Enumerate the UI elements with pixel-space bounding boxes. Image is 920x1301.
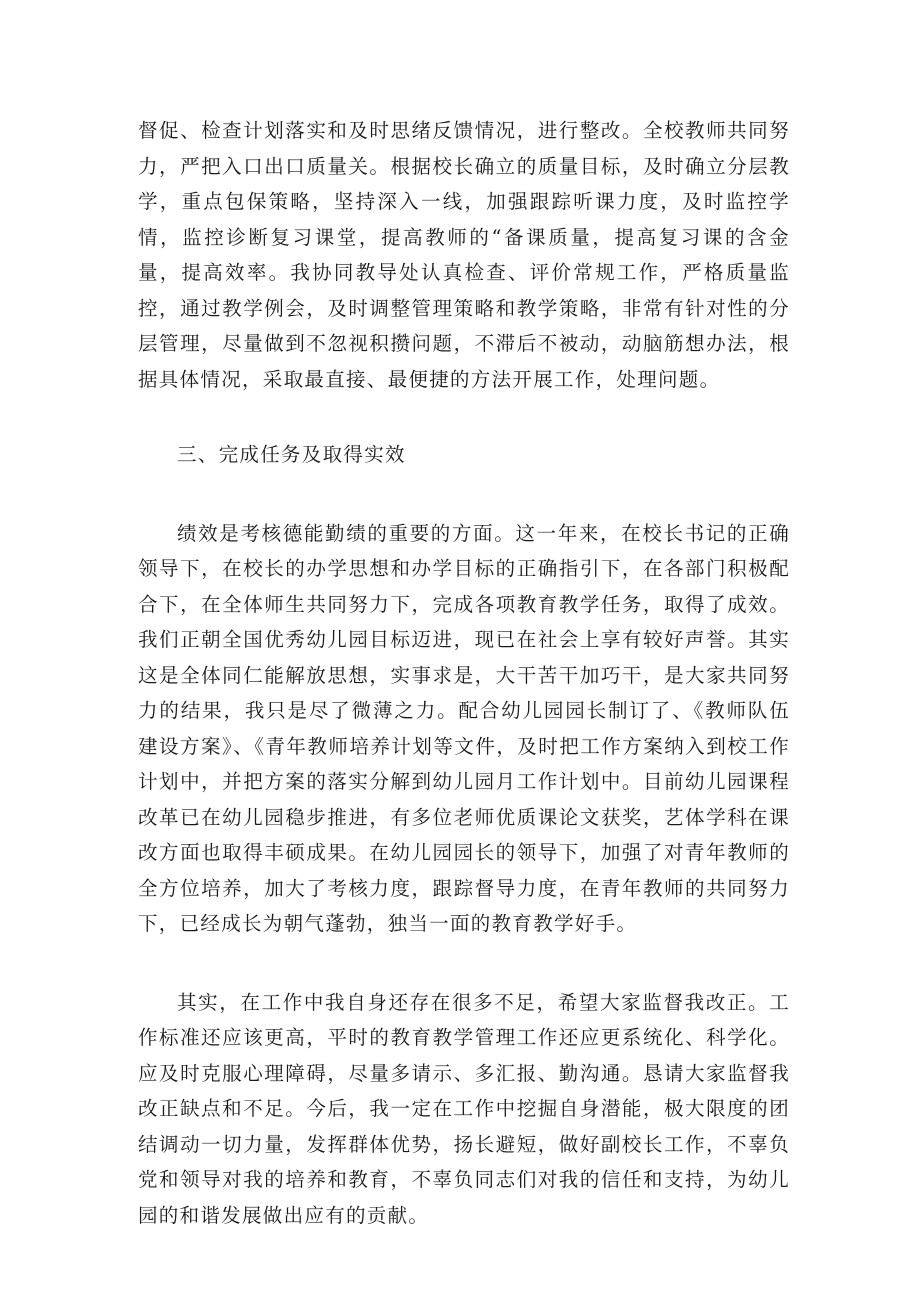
- paragraph-results: 绩效是考核德能勤绩的重要的方面。这一年来，在校长书记的正确领导下，在校长的办学思想和办学目标的正确指引下，在各部门积极配合下，在全体师生共同努力下，完成各项教育教学任务，取得了成效。我们正朝全国优秀幼儿园目标迈进，现已在社会上享有较好声誉。其实这是全体同仁能解放思想，实事求是，大干苦干加巧干，是大家共同努力的结果，我只是尽了微薄之力。配合幼儿园园长制订了、《教师队伍建设方案》、《青年教师培养计划等文件，及时把工作方案纳入到校工作计划中，并把方案的落实分解到幼儿园月工作计划中。目前幼儿园课程改革已在幼儿园稳步推进，有多位老师优质课论文获奖，艺体学科在课改方面也取得丰硕成果。在幼儿园园长的领导下，加强了对青年教师的全方位培养，加大了考核力度，跟踪督导力度，在青年教师的共同努力下，已经成长为朝气蓬勃，独当一面的教育教学好手。: [138, 521, 790, 935]
- paragraph-continued: 督促、检查计划落实和及时思绪反馈情况，进行整改。全校教师共同努力，严把入口出口质量关。根据校长确立的质量目标，及时确立分层教学，重点包保策略，坚持深入一线，加强跟踪听课力度，及时监控学情，监控诊断复习课堂，提高教师的“备课质量，提高复习课的含金量，提高效率。我协同教导处认真检查、评价常规工作，严格质量监控，通过教学例会，及时调整管理策略和教学策略，非常有针对性的分层管理，尽量做到不忽视积攒问题，不滞后不被动，动脑筋想办法，根据具体情况，采取最直接、最便捷的方法开展工作，处理问题。: [138, 119, 790, 391]
- paragraph-reflection: 其实，在工作中我自身还存在很多不足，希望大家监督我改正。工作标准还应该更高，平时的教育教学管理工作还应更系统化、科学化。应及时克服心理障碍，尽量多请示、多汇报、勤沟通。恳请大家监督我改正缺点和不足。今后，我一定在工作中挖掘自身潜能，极大限度的团结调动一切力量，发挥群体优势，扬长避短，做好副校长工作，不辜负党和领导对我的培养和教育，不辜负同志们对我的信任和支持，为幼儿园的和谐发展做出应有的贡献。: [138, 990, 790, 1227]
- document-page: [138, 100, 790, 1233]
- section-heading: 三、完成任务及取得实效: [177, 443, 406, 466]
